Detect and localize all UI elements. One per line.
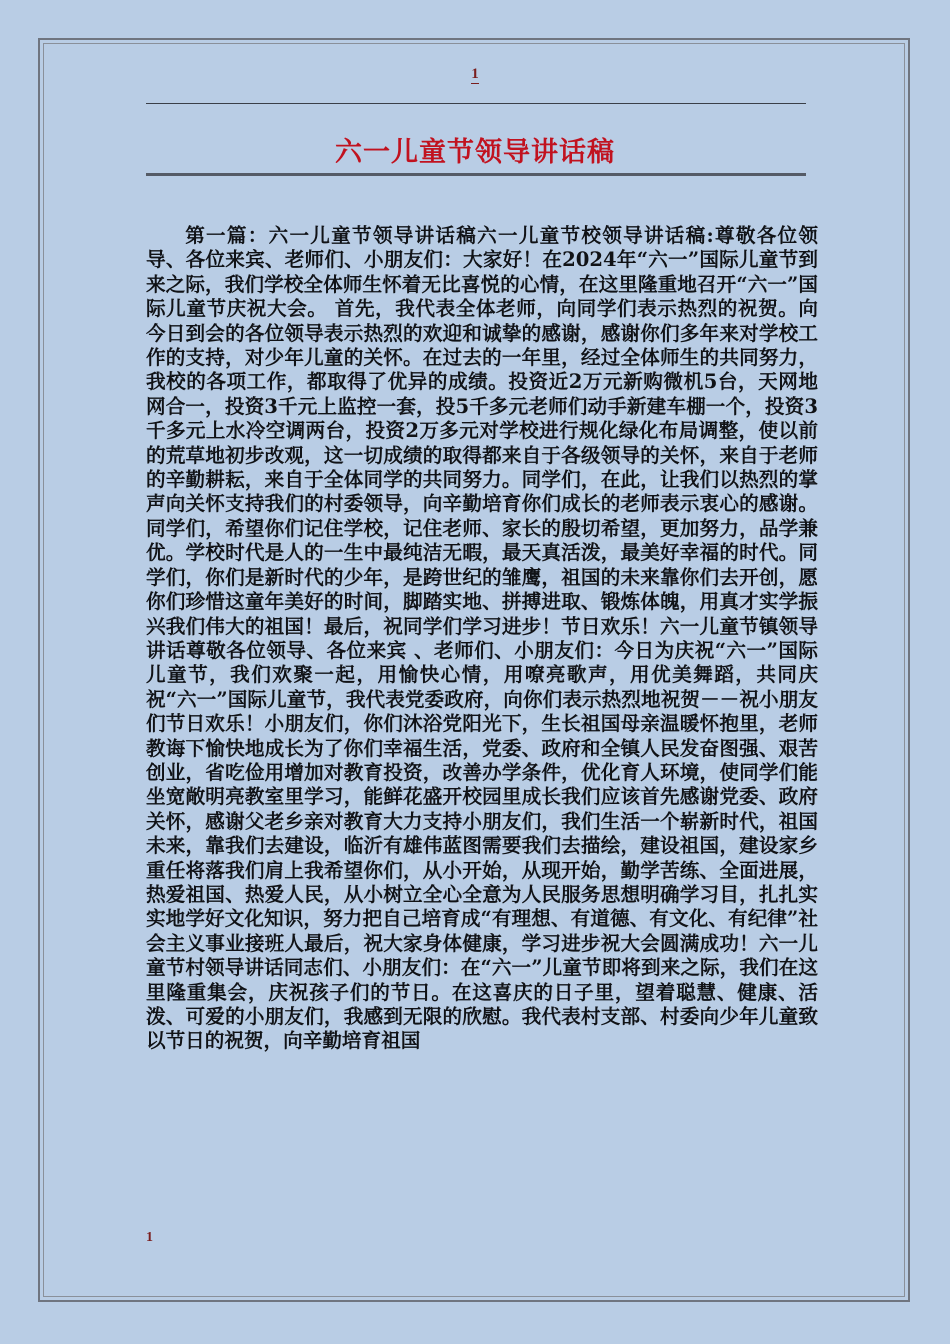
page-title: 六一儿童节领导讲话稿: [335, 137, 615, 168]
footer-page-number: 1: [146, 1230, 153, 1245]
title-rule: [146, 173, 806, 176]
header-page-number-text: 1: [471, 66, 479, 82]
header-rule: [146, 103, 806, 104]
body-paragraph: 第一篇：六一儿童节领导讲话稿六一儿童节校领导讲话稿:尊敬各位领导、各位来宾、老师们、小朋友们：大家好！在2024年“六一”国际儿童节到来之际，我们学校全体师生怀着无比喜悦的心情，在这里隆重地召开“六一”国际儿童节庆祝大会。 首先，我代表全体老师，向同学们表示热烈的祝贺。向今日到会的各位领导表示热烈的欢迎和诚挚的感谢，感谢你们多年来对学校工作的支持，对少年儿童的关怀。在过去的一年里，经过全体师生的共同努力，我校的各项工作，都取得了优异的成绩。投资近2万元新购微机5台，天网地网合一，投资3千元上监控一套，投5千多元老师们动手新建车棚一个，投资3千多元上水冷空调两台，投资2万多元对学校进行规化绿化布局调整，使以前的荒草地初步改观，这一切成绩的取得都来自于各级领导的关怀，来自于老师的辛勤耕耘，来自于全体同学的共同努力。同学们，在此，让我们以热烈的掌声向关怀支持我们的村委领导，向辛勤培育你们成长的老师表示衷心的感谢。同学们，希望你们记住学校，记住老师、家长的殷切希望，更加努力，品学兼优。学校时代是人的一生中最纯洁无暇，最天真活泼，最美好幸福的时代。同学们，你们是新时代的少年，是跨世纪的雏鹰，祖国的未来靠你们去开创，愿你们珍惜这童年美好的时间，脚踏实地、拼搏进取、锻炼体魄，用真才实学振兴我们伟大的祖国！最后，祝同学们学习进步！节日欢乐！六一儿童节镇领导讲话尊敬各位领导、各位来宾 、老师们、小朋友们：今日为庆祝“六一”国际儿童节，我们欢聚一起，用愉快心情，用嘹亮歌声，用优美舞蹈，共同庆祝“六一”国际儿童节，我代表党委政府，向你们表示热烈地祝贺－－祝小朋友们节日欢乐！小朋友们，你们沐浴党阳光下，生长祖国母亲温暖怀抱里，老师教诲下愉快地成长为了你们幸福生活，党委、政府和全镇人民发奋图强、艰苦创业，省吃俭用增加对教育投资，改善办学条件，优化育人环境，使同学们能坐宽敞明亮教室里学习，能鲜花盛开校园里成长我们应该首先感谢党委、政府关怀，感谢父老乡亲对教育大力支持小朋友们，我们生活一个崭新时代，祖国未来，靠我们去建设，临沂有雄伟蓝图需要我们去描绘，建设祖国，建设家乡重任将落我们肩上我希望你们，从小开始，从现开始，勤学苦练、全面进展，热爱祖国、热爱人民，从小树立全心全意为人民服务思想明确学习目，扎扎实实地学好文化知识，努力把自己培育成“有理想、有道德、有文化、有纪律”社会主义事业接班人最后，祝大家身体健康，学习进步祝大会圆满成功！六一儿童节村领导讲话同志们、小朋友们：在“六一”儿童节即将到来之际，我们在这里隆重集会，庆祝孩子们的节日。在这喜庆的日子里，望着聪慧、健康、活泼、可爱的小朋友们，我感到无限的欣慰。我代表村支部、村委向少年儿童致以节日的祝贺，向辛勤培育祖国: [146, 224, 818, 1053]
header-page-number: [0, 66, 950, 83]
